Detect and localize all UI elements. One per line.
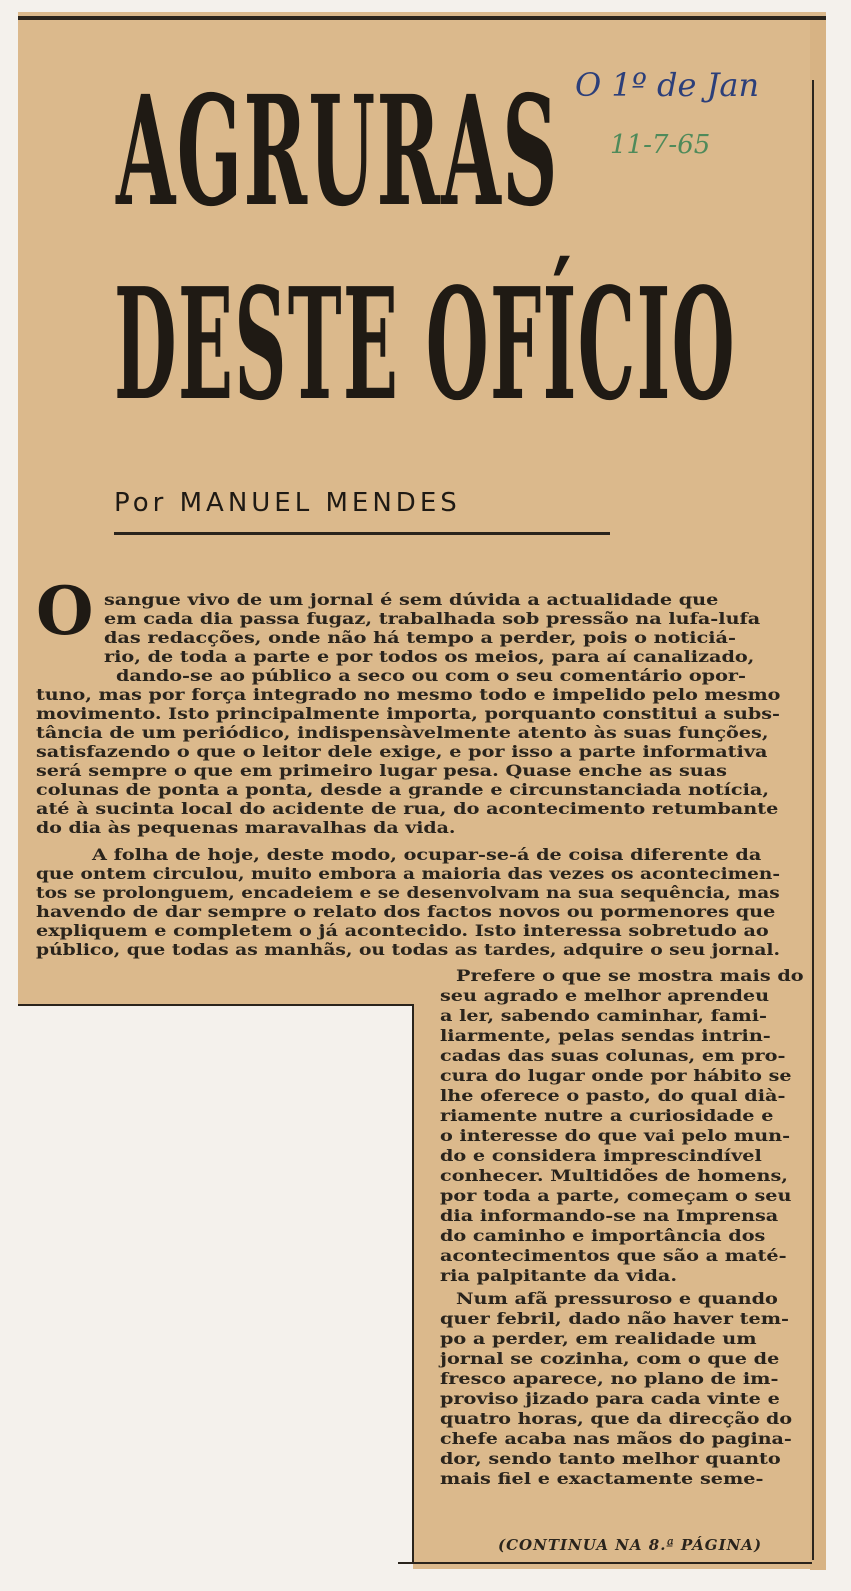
drop-cap: O — [36, 572, 94, 650]
byline: Por MANUEL MENDES — [114, 488, 461, 518]
article-line: público, que todas as manhãs, ou todas as tardes, adquire o seu jornal. — [36, 940, 781, 959]
column-line: liarmente, pelas sendas intrin- — [440, 1026, 771, 1045]
article-line: dando-se ao público a seco ou com o seu comentário opor- — [116, 666, 746, 685]
column-line: Prefere o que se mostra mais do — [456, 966, 804, 985]
column-line: acontecimentos que são a maté- — [440, 1246, 787, 1265]
column-line: do e considera imprescindível — [440, 1146, 762, 1165]
top-rule — [18, 16, 826, 20]
article-line: do dia às pequenas maravalhas da vida. — [36, 818, 456, 837]
column-line: a ler, sabendo caminhar, fami- — [440, 1006, 767, 1025]
article-line: que ontem circulou, muito embora a maioria das vezes os acontecimen- — [36, 864, 781, 883]
article-line: tuno, mas por força integrado no mesmo todo e impelido pelo mesmo — [36, 685, 781, 704]
article-line: será sempre o que em primeiro lugar pesa. Quase enche as suas — [36, 761, 727, 780]
column-line: do caminho e importância dos — [440, 1226, 766, 1245]
article-line: das redacções, onde não há tempo a perder, pois o noticiá- — [104, 628, 736, 647]
column-line: po a perder, em realidade um — [440, 1329, 757, 1348]
article-line: até à sucinta local do acidente de rua, do acontecimento retumbante — [36, 799, 779, 818]
column-line: fresco aparece, no plano de im- — [440, 1369, 779, 1388]
column-line: jornal se cozinha, com o que de — [440, 1349, 780, 1368]
article-line: tância de um periódico, indispensàvelmente atento às suas funções, — [36, 723, 769, 742]
column-line: seu agrado e melhor aprendeu — [440, 986, 770, 1005]
right-rule — [812, 80, 814, 1560]
column-line: mais fiel e exactamente seme- — [440, 1469, 764, 1488]
column-line: conhecer. Multidões de homens, — [440, 1166, 788, 1185]
article-line: havendo de dar sempre o relato dos factos novos ou pormenores que — [36, 902, 776, 921]
article-line: satisfazendo o que o leitor dele exige, e por isso a parte informativa — [36, 742, 768, 761]
article-line: A folha de hoje, deste modo, ocupar-se-á de coisa diferente da — [92, 845, 762, 864]
column-line: cura do lugar onde por hábito se — [440, 1066, 792, 1085]
column-line: chefe acaba nas mãos do pagina- — [440, 1429, 792, 1448]
headline-line-2: DESTE OFÍCIO — [114, 253, 736, 435]
handwritten-source: O 1º de Jan — [575, 66, 760, 104]
headline-line-1: AGRURAS — [116, 61, 559, 240]
column-line: riamente nutre a curiosidade e — [440, 1106, 774, 1125]
column-line: lhe oferece o pasto, do qual dià- — [440, 1086, 786, 1105]
column-line: por toda a parte, começam o seu — [440, 1186, 792, 1205]
article-line: colunas de ponta a ponta, desde a grande e circunstanciada notícia, — [36, 780, 770, 799]
article-line: movimento. Isto principalmente importa, porquanto constitui a subs- — [36, 704, 780, 723]
bottom-rule — [398, 1562, 812, 1564]
byline-underline — [114, 532, 610, 535]
continued-note: (CONTINUA NA 8.ª PÁGINA) — [498, 1536, 763, 1554]
column-line: cadas das suas colunas, em pro- — [440, 1046, 786, 1065]
article-line: em cada dia passa fugaz, trabalhada sob pressão na lufa-lufa — [104, 609, 761, 628]
cutout-horizontal-rule — [18, 1004, 413, 1006]
column-line: quatro horas, que da direcção do — [440, 1409, 793, 1428]
column-line: quer febril, dado não haver tem- — [440, 1309, 789, 1328]
article-line: expliquem e completem o já acontecido. Isto interessa sobretudo ao — [36, 921, 769, 940]
column-line: dor, sendo tanto melhor quanto — [440, 1449, 781, 1468]
column-line: dia informando-se na Imprensa — [440, 1206, 779, 1225]
column-line: ria palpitante da vida. — [440, 1266, 677, 1285]
column-line: Num afã pressuroso e quando — [456, 1289, 778, 1308]
handwritten-date: 11-7-65 — [610, 130, 711, 160]
article-line: tos se prolonguem, encadeiem e se desenvolvam na sua sequência, mas — [36, 883, 780, 902]
column-line: proviso jizado para cada vinte e — [440, 1389, 780, 1408]
column-line: o interesse do que vai pelo mun- — [440, 1126, 791, 1145]
article-line: rio, de toda a parte e por todos os meios, para aí canalizado, — [104, 647, 755, 666]
article-line: sangue vivo de um jornal é sem dúvida a actualidade que — [104, 590, 719, 609]
cutout-vertical-rule — [412, 1004, 414, 1564]
